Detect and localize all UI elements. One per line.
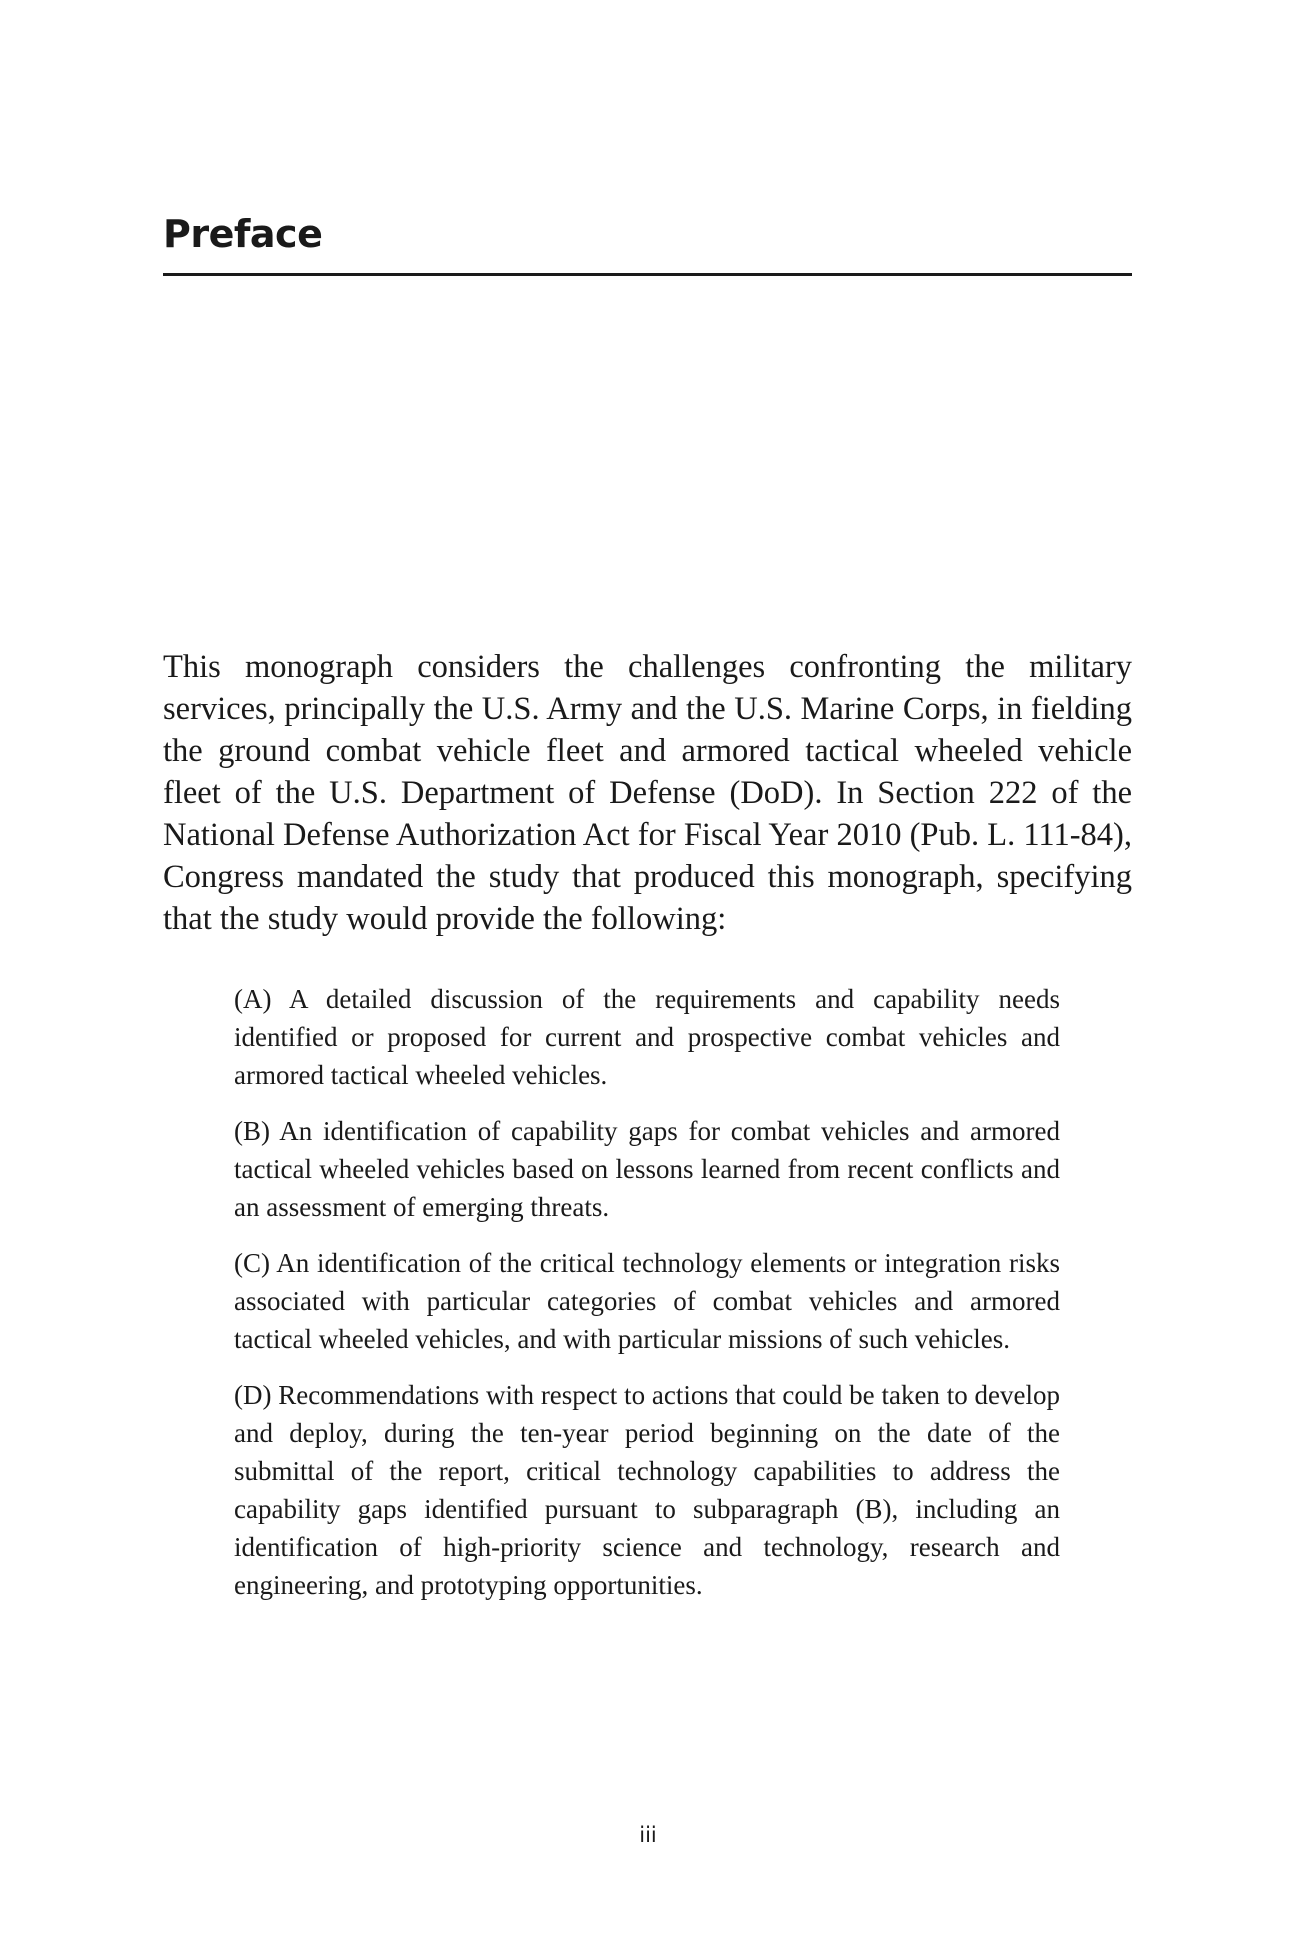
requirements-list: [234, 980, 1060, 1622]
intro-paragraph: This monograph considers the challenges confronting the military services, principally the U.S. Army and the U.S. Marine Corps, in fielding the ground combat vehicle fleet and armored tactical wheeled vehicle fleet of the U.S. Department of Defense (DoD). In Section 222 of the National Defense Authorization Act for Fiscal Year 2010 (Pub. L. 111-84), Congress mandated the study that produced this monograph, specifying that the study would provide the following:: [163, 649, 1132, 937]
heading-rule: [163, 273, 1132, 276]
page-heading: Preface: [163, 212, 323, 256]
list-item-a: (A) A detailed discussion of the requirements and capability needs identified or proposed for current and prospective combat vehicles and armored tactical wheeled vehicles.: [234, 984, 1060, 1090]
list-item-d: (D) Recommendations with respect to actions that could be taken to develop and deploy, during the ten-year period beginning on the date of the submittal of the report, critical technology capabilities to address the capability gaps identified pursuant to subparagraph (B), including an identification of high-priority science and technology, research and engineering, and prototyping opportunities.: [234, 1380, 1060, 1600]
list-item-b: (B) An identification of capability gaps for combat vehicles and armored tactical wheeled vehicles based on lessons learned from recent conflicts and an assessment of emerging threats.: [234, 1116, 1060, 1222]
list-item-c: (C) An identification of the critical technology elements or integration risks associated with particular categories of combat vehicles and armored tactical wheeled vehicles, and with particular missions of such vehicles.: [234, 1248, 1060, 1354]
page-number: iii: [639, 1823, 657, 1847]
